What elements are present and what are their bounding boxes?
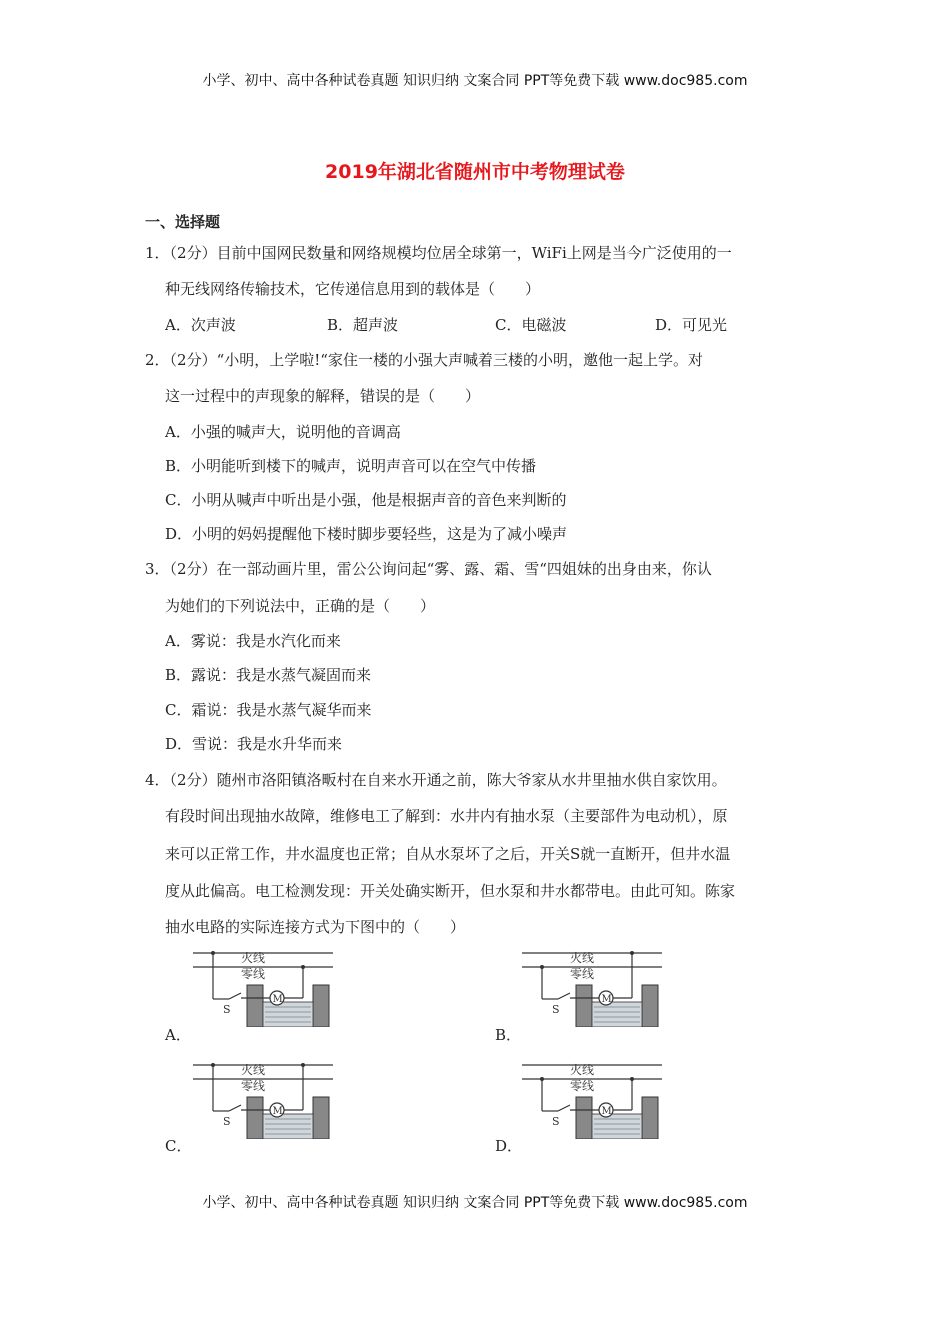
switch-label: S (223, 1115, 231, 1128)
q4-line3: 来可以正常工作，井水温度也正常；自从水泵坏了之后，开关S就一直断开，但井水温 (165, 845, 731, 863)
q1-option-a: A．次声波 (165, 316, 236, 334)
q1-line2: 种无线网络传输技术，它传递信息用到的载体是（ ） (165, 280, 541, 298)
circuit-diagram-b (522, 947, 662, 1027)
q3-line1: 3．（2分）在一部动画片里，雷公公询问起“雾、露、霜、雪“四姐妹的出身由来，你认 (145, 560, 712, 578)
well-wall-left (247, 1097, 263, 1139)
switch-blade (558, 1105, 570, 1111)
live-wire-label: 火线 (570, 951, 595, 965)
well-water (592, 1002, 642, 1027)
motor-label: M (601, 994, 612, 1005)
junction-dot (301, 1063, 305, 1067)
q3-option-c: C．霜说：我是水蒸气凝华而来 (165, 701, 372, 719)
q3-option-b: B．露说：我是水蒸气凝固而来 (165, 666, 372, 684)
well-wall-left (247, 985, 263, 1027)
junction-dot (211, 951, 215, 955)
junction-dot (540, 1077, 544, 1081)
neutral-wire-label: 零线 (570, 1079, 595, 1093)
q2-line1: 2．（2分）“小明，上学啦!“家住一楼的小强大声喊着三楼的小明，邀他一起上学。对 (145, 351, 703, 369)
neutral-wire-label: 零线 (241, 1079, 266, 1093)
q2-option-a: A．小强的喊声大，说明他的音调高 (165, 423, 401, 441)
q1-option-b: B．超声波 (327, 316, 399, 334)
well-wall-left (576, 1097, 592, 1139)
well-wall-left (576, 985, 592, 1027)
q4-line5: 抽水电路的实际连接方式为下图中的（ ） (165, 918, 466, 936)
q3-line2: 为她们的下列说法中，正确的是（ ） (165, 597, 436, 615)
q2-option-c: C．小明从喊声中听出是小强，他是根据声音的音色来判断的 (165, 491, 567, 509)
live-wire-label: 火线 (241, 1063, 266, 1077)
page-header: 小学、初中、高中各种试卷真题 知识归纳 文案合同 PPT等免费下载 www.doc985.com (202, 73, 748, 89)
well-wall-right (313, 1097, 329, 1139)
q2-option-b: B．小明能听到楼下的喊声，说明声音可以在空气中传播 (165, 457, 537, 475)
well-wall-right (642, 1097, 658, 1139)
live-wire-label: 火线 (241, 951, 266, 965)
motor-label: M (601, 1106, 612, 1117)
junction-dot (540, 965, 544, 969)
motor-label: M (272, 1106, 283, 1117)
q1-line1: 1．（2分）目前中国网民数量和网络规模均位居全球第一，WiFi上网是当今广泛使用的一 (145, 244, 732, 262)
q1-option-c: C．电磁波 (495, 316, 567, 334)
switch-blade (558, 993, 570, 999)
q4-option-c: C． (165, 1137, 192, 1155)
q4-line1: 4．（2分）随州市洛阳镇洛畈村在自来水开通之前，陈大爷家从水井里抽水供自家饮用。 (145, 771, 727, 789)
junction-dot (630, 1077, 634, 1081)
page-title: 2019年湖北省随州市中考物理试卷 (325, 161, 625, 183)
section-heading: 一、选择题 (145, 213, 221, 231)
switch-label: S (552, 1115, 560, 1128)
circuit-diagram-a (193, 947, 333, 1027)
junction-dot (211, 1063, 215, 1067)
q4-line2: 有段时间出现抽水故障，维修电工了解到：水井内有抽水泵（主要部件为电动机），原 (165, 807, 728, 825)
well-water (592, 1114, 642, 1139)
neutral-wire-label: 零线 (241, 967, 266, 981)
well-wall-right (642, 985, 658, 1027)
well-wall-right (313, 985, 329, 1027)
q4-option-b: B． (495, 1026, 522, 1044)
q4-option-d: D． (495, 1137, 523, 1155)
q3-option-d: D．雪说：我是水升华而来 (165, 735, 343, 753)
q2-line2: 这一过程中的声现象的解释，错误的是（ ） (165, 387, 481, 405)
well-water (263, 1002, 313, 1027)
q1-option-d: D．可见光 (655, 316, 728, 334)
circuit-diagram-d (522, 1059, 662, 1139)
junction-dot (630, 951, 634, 955)
q4-line4: 度从此偏高。电工检测发现：开关处确实断开，但水泵和井水都带电。由此可知。陈家 (165, 882, 736, 900)
neutral-wire-label: 零线 (570, 967, 595, 981)
circuit-diagram-c (193, 1059, 333, 1139)
junction-dot (301, 965, 305, 969)
switch-blade (229, 993, 241, 999)
switch-label: S (552, 1003, 560, 1016)
switch-label: S (223, 1003, 231, 1016)
q3-option-a: A．雾说：我是水汽化而来 (165, 632, 341, 650)
q4-option-a: A． (165, 1026, 191, 1044)
q2-option-d: D．小明的妈妈提醒他下楼时脚步要轻些，这是为了减小噪声 (165, 525, 568, 543)
switch-blade (229, 1105, 241, 1111)
live-wire-label: 火线 (570, 1063, 595, 1077)
page-footer: 小学、初中、高中各种试卷真题 知识归纳 文案合同 PPT等免费下载 www.doc985.com (202, 1195, 748, 1211)
motor-label: M (272, 994, 283, 1005)
well-water (263, 1114, 313, 1139)
